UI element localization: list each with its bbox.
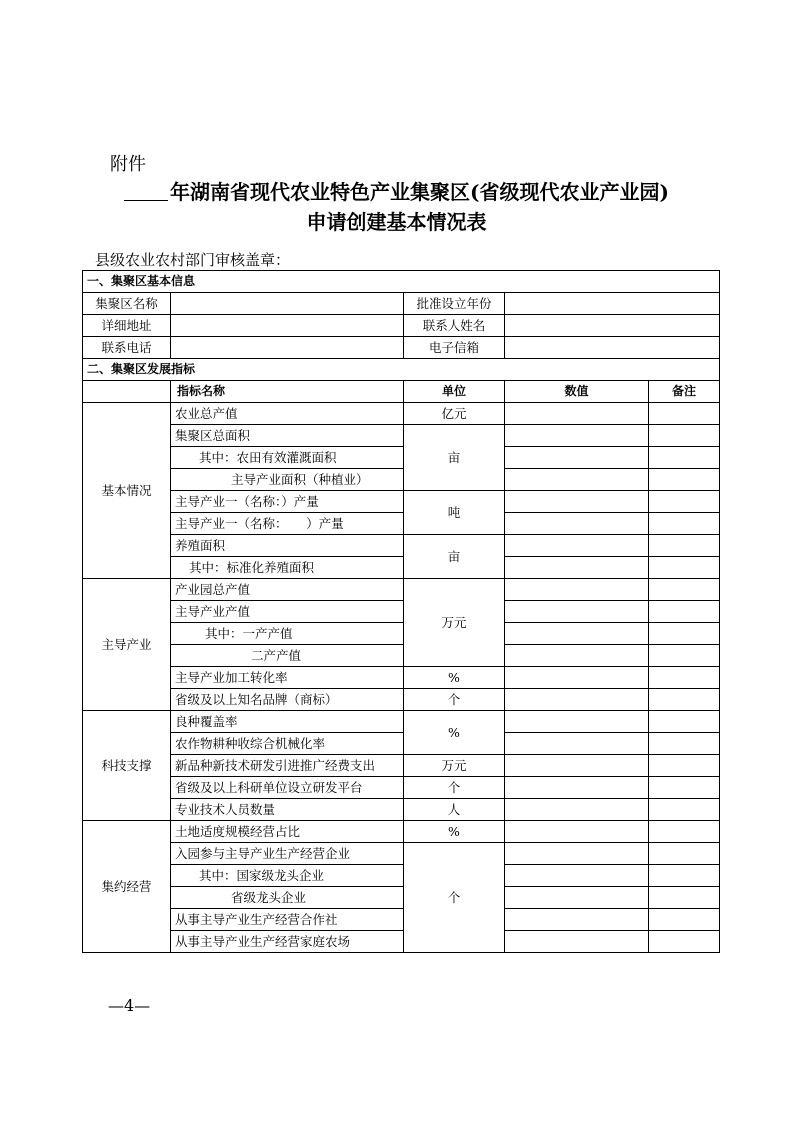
indicator-name: 农业总产值 bbox=[171, 403, 404, 425]
unit-cell: 亿元 bbox=[404, 403, 505, 425]
table-row bbox=[83, 711, 720, 733]
table-row bbox=[83, 865, 720, 887]
indicator-name: 二产产值 bbox=[171, 645, 404, 667]
table-row bbox=[83, 513, 720, 535]
indicator-name: 从事主导产业生产经营合作社 bbox=[171, 909, 404, 931]
column-header-note: 备注 bbox=[649, 381, 720, 403]
value-cell[interactable] bbox=[505, 711, 649, 733]
table-row bbox=[83, 843, 720, 865]
table-row bbox=[83, 821, 720, 843]
field-value[interactable] bbox=[505, 293, 720, 315]
document-title-text: 年湖南省现代农业特色产业集聚区(省级现代农业产业园) bbox=[170, 180, 669, 204]
note-cell[interactable] bbox=[649, 689, 720, 711]
table-row bbox=[83, 733, 720, 755]
unit-cell: 亩 bbox=[404, 535, 505, 579]
note-cell[interactable] bbox=[649, 843, 720, 865]
note-cell[interactable] bbox=[649, 887, 720, 909]
field-label: 联系人姓名 bbox=[404, 315, 505, 337]
unit-cell: 吨 bbox=[404, 491, 505, 535]
value-cell[interactable] bbox=[505, 425, 649, 447]
table-row bbox=[83, 931, 720, 953]
year-blank bbox=[124, 182, 168, 201]
field-value[interactable] bbox=[505, 315, 720, 337]
table-row bbox=[83, 667, 720, 689]
indicator-name: 主导产业一（名称： ）产量 bbox=[171, 513, 404, 535]
column-header-row bbox=[83, 381, 720, 403]
section-indicators-header bbox=[83, 359, 720, 381]
table-row bbox=[83, 535, 720, 557]
value-cell[interactable] bbox=[505, 579, 649, 601]
indicator-name: 良种覆盖率 bbox=[171, 711, 404, 733]
value-cell[interactable] bbox=[505, 931, 649, 953]
table-row bbox=[83, 403, 720, 425]
value-cell[interactable] bbox=[505, 469, 649, 491]
note-cell[interactable] bbox=[649, 645, 720, 667]
table-row bbox=[83, 689, 720, 711]
indicator-name: 入园参与主导产业生产经营企业 bbox=[171, 843, 404, 865]
field-value[interactable] bbox=[171, 315, 404, 337]
table-row bbox=[83, 909, 720, 931]
note-cell[interactable] bbox=[649, 755, 720, 777]
note-cell[interactable] bbox=[649, 799, 720, 821]
field-label: 批准设立年份 bbox=[404, 293, 505, 315]
table-row bbox=[83, 579, 720, 601]
table-row bbox=[83, 557, 720, 579]
attachment-label: 附件 bbox=[110, 154, 146, 175]
indicator-name: 其中：农田有效灌溉面积 bbox=[171, 447, 404, 469]
indicator-name: 其中：一产产值 bbox=[171, 623, 404, 645]
indicator-name: 其中：标准化养殖面积 bbox=[171, 557, 404, 579]
note-cell[interactable] bbox=[649, 931, 720, 953]
value-cell[interactable] bbox=[505, 887, 649, 909]
section-basic-info-header bbox=[83, 271, 720, 293]
value-cell[interactable] bbox=[505, 667, 649, 689]
table-row bbox=[83, 447, 720, 469]
table-row bbox=[83, 491, 720, 513]
note-cell[interactable] bbox=[649, 513, 720, 535]
note-cell[interactable] bbox=[649, 821, 720, 843]
group-label: 主导产业 bbox=[83, 579, 171, 711]
value-cell[interactable] bbox=[505, 447, 649, 469]
note-cell[interactable] bbox=[649, 579, 720, 601]
table-row bbox=[83, 645, 720, 667]
note-cell[interactable] bbox=[649, 491, 720, 513]
info-row bbox=[83, 337, 720, 359]
value-cell[interactable] bbox=[505, 689, 649, 711]
value-cell[interactable] bbox=[505, 623, 649, 645]
note-cell[interactable] bbox=[649, 711, 720, 733]
note-cell[interactable] bbox=[649, 535, 720, 557]
indicator-name: 土地适度规模经营占比 bbox=[171, 821, 404, 843]
value-cell[interactable] bbox=[505, 513, 649, 535]
unit-cell: % bbox=[404, 667, 505, 689]
value-cell[interactable] bbox=[505, 733, 649, 755]
unit-cell: 人 bbox=[404, 799, 505, 821]
unit-cell: % bbox=[404, 711, 505, 755]
note-cell[interactable] bbox=[649, 447, 720, 469]
section-heading: 二、集聚区发展指标 bbox=[83, 359, 720, 381]
table-row bbox=[83, 623, 720, 645]
group-label: 基本情况 bbox=[83, 403, 171, 579]
table-row bbox=[83, 777, 720, 799]
indicator-name: 主导产业产值 bbox=[171, 601, 404, 623]
indicator-name: 从事主导产业生产经营家庭农场 bbox=[171, 931, 404, 953]
unit-cell: % bbox=[404, 821, 505, 843]
table-row bbox=[83, 425, 720, 447]
indicator-name: 其中：国家级龙头企业 bbox=[171, 865, 404, 887]
note-cell[interactable] bbox=[649, 623, 720, 645]
indicator-name: 集聚区总面积 bbox=[171, 425, 404, 447]
indicator-name: 新品种新技术研发引进推广经费支出 bbox=[171, 755, 404, 777]
info-row bbox=[83, 315, 720, 337]
field-label: 详细地址 bbox=[83, 315, 171, 337]
column-header-value: 数值 bbox=[505, 381, 649, 403]
unit-cell: 万元 bbox=[404, 755, 505, 777]
indicator-name: 产业园总产值 bbox=[171, 579, 404, 601]
value-cell[interactable] bbox=[505, 601, 649, 623]
group-label: 科技支撑 bbox=[83, 711, 171, 821]
table-row bbox=[83, 601, 720, 623]
value-cell[interactable] bbox=[505, 821, 649, 843]
unit-cell: 个 bbox=[404, 777, 505, 799]
value-cell[interactable] bbox=[505, 491, 649, 513]
page-number: —4— bbox=[108, 996, 151, 1015]
table-row bbox=[83, 469, 720, 491]
info-row bbox=[83, 293, 720, 315]
field-label: 电子信箱 bbox=[404, 337, 505, 359]
field-label: 联系电话 bbox=[83, 337, 171, 359]
table-row bbox=[83, 755, 720, 777]
note-cell[interactable] bbox=[649, 865, 720, 887]
indicator-name: 省级及以上科研单位设立研发平台 bbox=[171, 777, 404, 799]
value-cell[interactable] bbox=[505, 403, 649, 425]
value-cell[interactable] bbox=[505, 799, 649, 821]
note-cell[interactable] bbox=[649, 601, 720, 623]
note-cell[interactable] bbox=[649, 403, 720, 425]
indicator-name: 主导产业面积（种植业） bbox=[171, 469, 404, 491]
unit-cell: 个 bbox=[404, 689, 505, 711]
field-value[interactable] bbox=[171, 293, 404, 315]
field-label: 集聚区名称 bbox=[83, 293, 171, 315]
unit-cell: 亩 bbox=[404, 425, 505, 491]
value-cell[interactable] bbox=[505, 865, 649, 887]
indicator-name: 省级龙头企业 bbox=[171, 887, 404, 909]
indicator-name: 专业技术人员数量 bbox=[171, 799, 404, 821]
column-header-unit: 单位 bbox=[404, 381, 505, 403]
group-label: 集约经营 bbox=[83, 821, 171, 953]
note-cell[interactable] bbox=[649, 733, 720, 755]
value-cell[interactable] bbox=[505, 909, 649, 931]
stamp-label: 县级农业农村部门审核盖章： bbox=[95, 251, 291, 269]
value-cell[interactable] bbox=[505, 843, 649, 865]
indicator-name: 主导产业加工转化率 bbox=[171, 667, 404, 689]
note-cell[interactable] bbox=[649, 909, 720, 931]
note-cell[interactable] bbox=[649, 777, 720, 799]
indicator-name: 主导产业一（名称：）产量 bbox=[171, 491, 404, 513]
table-row bbox=[83, 887, 720, 909]
note-cell[interactable] bbox=[649, 469, 720, 491]
table-row bbox=[83, 799, 720, 821]
value-cell[interactable] bbox=[505, 777, 649, 799]
note-cell[interactable] bbox=[649, 425, 720, 447]
column-header-empty bbox=[83, 381, 171, 403]
document-title bbox=[0, 176, 793, 205]
value-cell[interactable] bbox=[505, 557, 649, 579]
unit-cell: 个 bbox=[404, 843, 505, 953]
unit-cell: 万元 bbox=[404, 579, 505, 667]
field-value[interactable] bbox=[171, 337, 404, 359]
section-heading: 一、集聚区基本信息 bbox=[83, 271, 720, 293]
application-table bbox=[82, 270, 720, 953]
document-subtitle: 申请创建基本情况表 bbox=[306, 210, 487, 234]
note-cell[interactable] bbox=[649, 667, 720, 689]
indicator-name: 农作物耕种收综合机械化率 bbox=[171, 733, 404, 755]
field-value[interactable] bbox=[505, 337, 720, 359]
value-cell[interactable] bbox=[505, 645, 649, 667]
value-cell[interactable] bbox=[505, 755, 649, 777]
column-header-name: 指标名称 bbox=[171, 381, 404, 403]
indicator-name: 养殖面积 bbox=[171, 535, 404, 557]
indicator-name: 省级及以上知名品牌（商标） bbox=[171, 689, 404, 711]
value-cell[interactable] bbox=[505, 535, 649, 557]
note-cell[interactable] bbox=[649, 557, 720, 579]
